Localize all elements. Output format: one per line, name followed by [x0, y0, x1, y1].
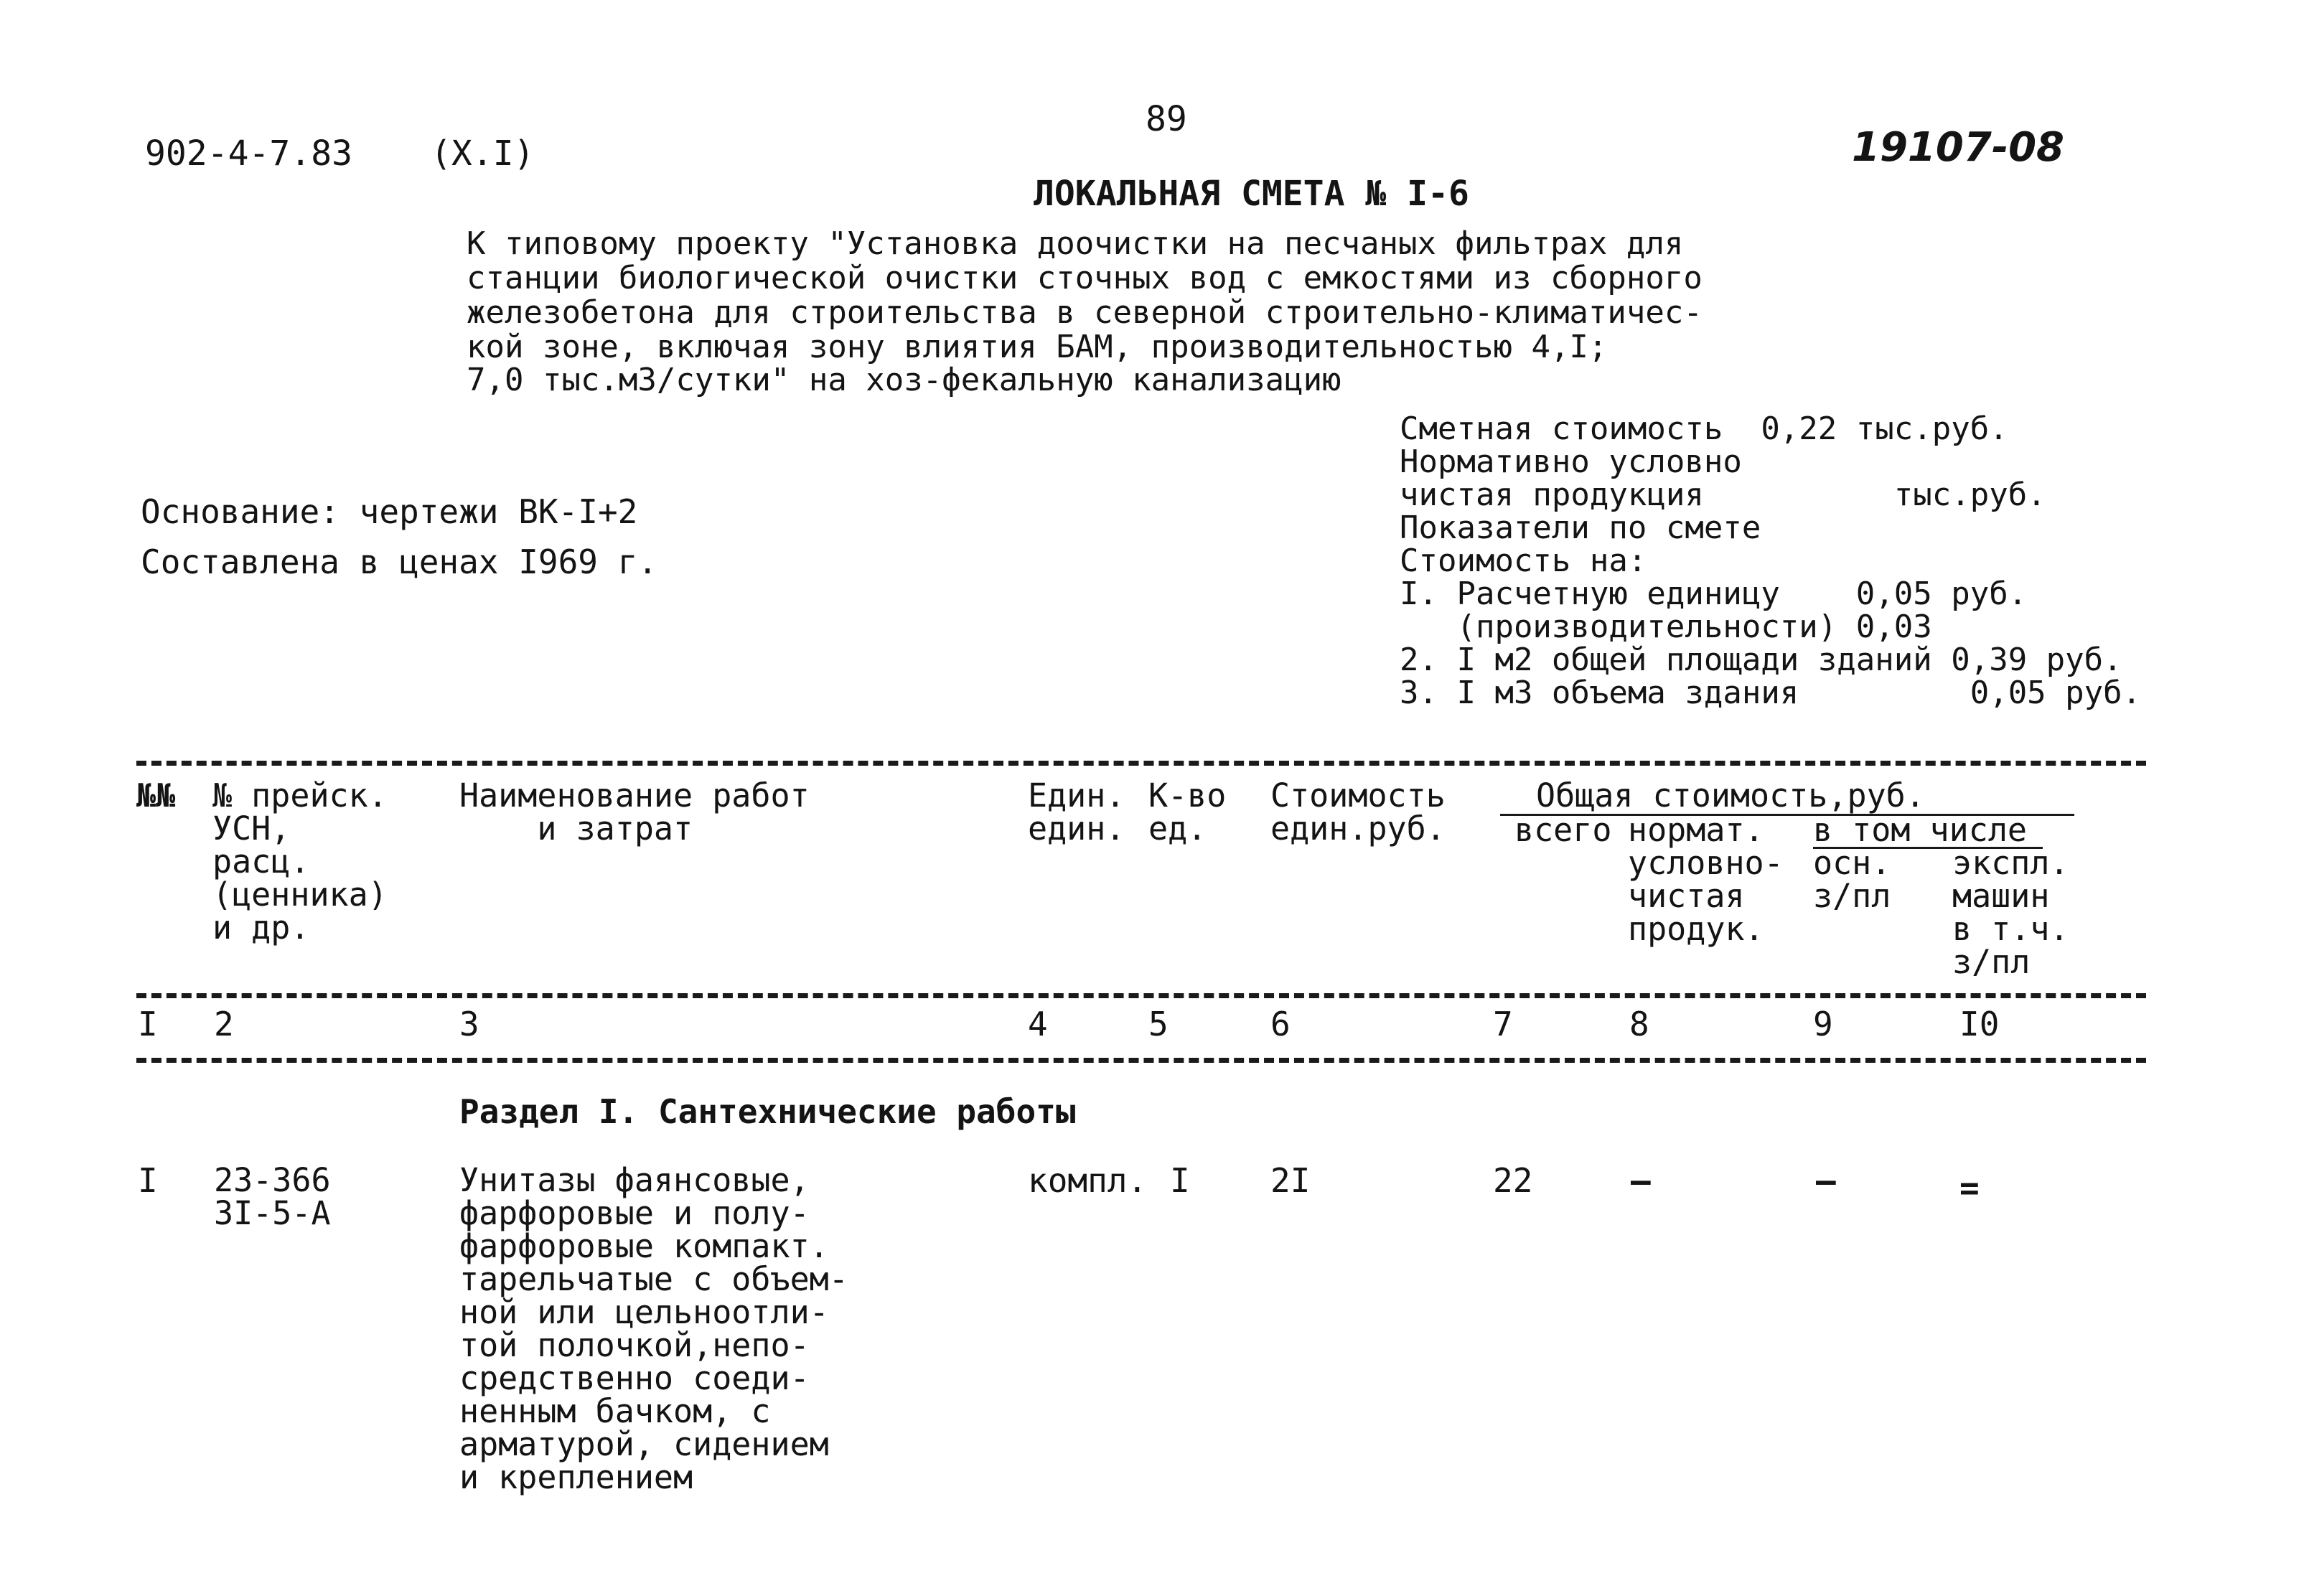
- col-header-work-name: Наименование работ и затрат: [459, 776, 810, 848]
- col-header-total-group: Общая стоимость,руб.: [1536, 776, 1925, 815]
- unit-cost-line: I. Расчетную единицу 0,05 руб.: [1400, 576, 2028, 612]
- col-header-total: всего: [1514, 811, 1612, 849]
- column-number: 5: [1148, 1005, 1169, 1043]
- estimated-cost: Сметная стоимость 0,22 тыс.руб.: [1400, 410, 2008, 447]
- col-header-price-ref: № прейск. УСН, расц. (ценника) и др.: [212, 776, 388, 947]
- column-number: 6: [1270, 1005, 1291, 1043]
- row-price-ref: 23-366 3I-5-А: [214, 1161, 331, 1232]
- area-cost-line: 2. I м2 общей площади зданий 0,39 руб.: [1400, 642, 2122, 678]
- col-header-quantity: К-во ед.: [1148, 776, 1227, 848]
- document-title: ЛОКАЛЬНАЯ СМЕТА № I-6: [1034, 174, 1469, 214]
- summary-line: Нормативно условно: [1400, 443, 1742, 480]
- col-header-base-wage: осн. з/пл: [1813, 844, 1891, 915]
- column-number: I: [138, 1005, 158, 1043]
- column-number: 9: [1813, 1005, 1833, 1043]
- summary-line: Показатели по смете: [1400, 510, 1761, 546]
- row-quantity: I: [1170, 1161, 1190, 1200]
- row-net-product: –: [1631, 1161, 1651, 1200]
- description-line: станции биологической очистки сточных вод с емкостями из сборного: [467, 260, 1703, 296]
- numbers-bottom-rule: [136, 1058, 2146, 1063]
- section-title: Раздел I. Сантехнические работы: [459, 1092, 1076, 1131]
- row-total: 22: [1493, 1161, 1533, 1200]
- column-number: 4: [1028, 1005, 1048, 1043]
- col-header-in-that: в том числе: [1813, 811, 2028, 849]
- col-header-machine-wage: экспл. машин в т.ч. з/пл: [1952, 844, 2069, 981]
- row-work-name: Унитазы фаянсовые, фарфоровые и полу- фарфоровые компакт. тарельчатые с объем- ной или цельноотли- той полочкой,непо- средственно соеди- ненным бачком, с арматурой, сидением и креплением: [459, 1161, 848, 1496]
- row-unit-cost: 2I: [1270, 1161, 1311, 1200]
- column-number: 7: [1493, 1005, 1513, 1043]
- doc-code: 902-4-7.83: [145, 133, 352, 174]
- column-number: 8: [1629, 1005, 1649, 1043]
- net-product-line: чистая продукция тыс.руб.: [1400, 477, 2046, 513]
- row-machine-wage: =: [1959, 1168, 1980, 1207]
- col-header-unit: Един. един.: [1028, 776, 1125, 848]
- description-line: кой зоне, включая зону влиятия БАМ, производительностью 4,I;: [467, 329, 1608, 365]
- table-top-rule: [136, 761, 2146, 766]
- column-number: 3: [459, 1005, 479, 1043]
- description-line: К типовому проекту "Установка доочистки на песчаных фильтрах для: [467, 225, 1684, 262]
- volume-cost-line: 3. I м3 объема здания 0,05 руб.: [1400, 675, 2142, 711]
- doc-part: (X.I): [431, 133, 535, 174]
- header-bottom-rule: [136, 993, 2146, 998]
- description-line: 7,0 тыс.м3/сутки" на хоз-фекальную канализацию: [467, 362, 1341, 398]
- page-number: 89: [1146, 99, 1187, 139]
- summary-line: Стоимость на:: [1400, 543, 1647, 579]
- registration-stamp: 19107-08: [1852, 124, 2064, 171]
- col-header-net-product: нормат. условно- чистая продук.: [1628, 811, 1784, 948]
- description-line: железобетона для строительства в северной строительно-климатичес-: [467, 294, 1703, 331]
- col-header-unit-cost: Стоимость един.руб.: [1270, 776, 1446, 848]
- capacity-line: (производительности) 0,03: [1400, 609, 1932, 645]
- col-header-number: №№: [136, 776, 176, 815]
- basis-prices: Составлена в ценах I969 г.: [141, 543, 658, 581]
- row-unit: компл.: [1028, 1161, 1148, 1200]
- column-number: 2: [214, 1005, 234, 1043]
- row-base-wage: –: [1816, 1161, 1836, 1200]
- column-number: I0: [1959, 1005, 2000, 1043]
- row-number: I: [138, 1161, 158, 1200]
- basis-drawings: Основание: чертежи ВК-I+2: [141, 492, 638, 531]
